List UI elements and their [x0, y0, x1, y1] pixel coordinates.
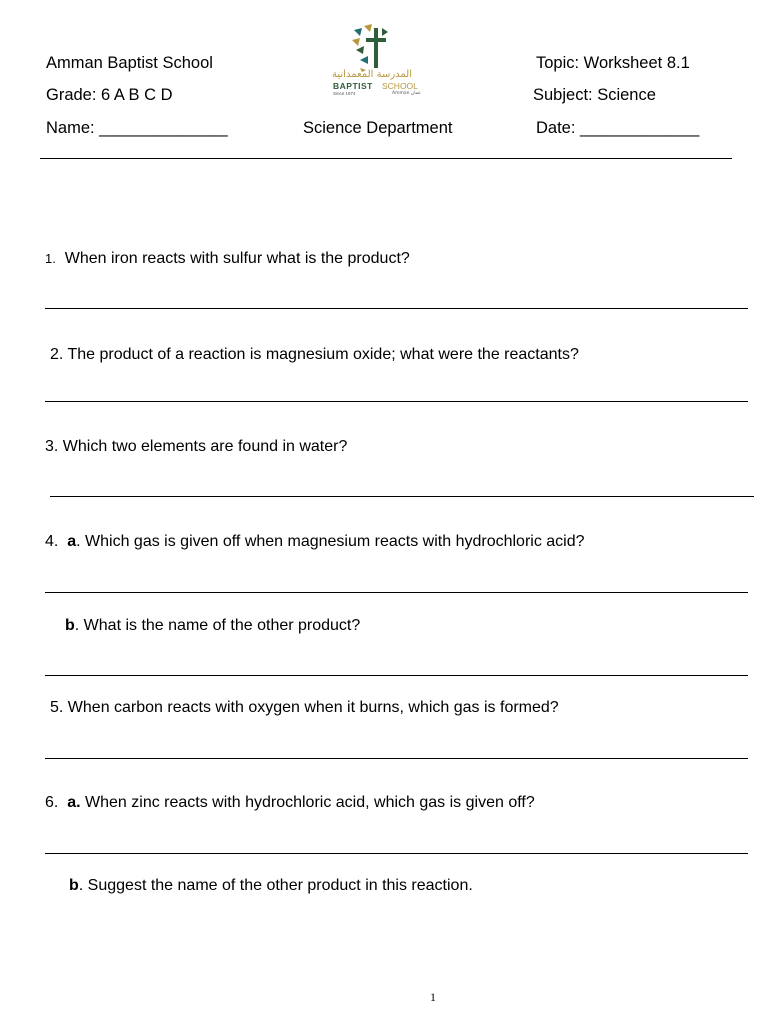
name-field: Name: ______________: [46, 119, 228, 137]
answer-line[interactable]: [45, 675, 748, 676]
question-number: 4.: [45, 533, 59, 550]
logo-city-text: Amman عمان: [392, 91, 421, 96]
page-number: 1: [430, 990, 436, 1004]
question-6b: [69, 877, 473, 895]
question-number: 6.: [45, 794, 59, 811]
question-text: When zinc reacts with hydrochloric acid, which gas is given off?: [80, 794, 535, 811]
question-text: . What is the name of the other product?: [74, 617, 361, 634]
school-name: Amman Baptist School: [46, 54, 213, 72]
logo-since-text: Since 1974: [333, 91, 356, 96]
answer-line[interactable]: [45, 758, 748, 759]
question-text: 2. The product of a reaction is magnesium oxide; what were the reactants?: [50, 346, 579, 363]
question-part-label: a.: [67, 794, 81, 811]
answer-line[interactable]: [50, 496, 754, 497]
question-5: [50, 699, 559, 717]
grade-field: Grade: 6 A B C D: [46, 86, 173, 104]
logo-arabic-text: المدرسة المعمدانية: [332, 69, 413, 80]
school-logo: [330, 24, 422, 98]
answer-line[interactable]: [45, 308, 748, 309]
question-part-label: b: [69, 877, 79, 894]
question-part-label: b: [65, 617, 75, 634]
question-text: . Suggest the name of the other product in this reaction.: [78, 877, 473, 894]
department-label: Science Department: [303, 119, 453, 137]
question-text: 5. When carbon reacts with oxygen when it burns, which gas is formed?: [50, 699, 559, 716]
question-6a: [45, 794, 535, 812]
question-number: 1.: [45, 251, 56, 266]
tree-cross-icon: [330, 24, 422, 72]
question-4b: [65, 617, 360, 635]
header-divider: [40, 158, 732, 159]
question-part-label: a: [67, 533, 77, 550]
question-text: 3. Which two elements are found in water?: [45, 438, 348, 455]
question-text: . Which gas is given off when magnesium reacts with hydrochloric acid?: [76, 533, 585, 550]
date-field: Date: _____________: [536, 119, 700, 137]
question-3: [45, 438, 347, 456]
question-text: When iron reacts with sulfur what is the product?: [64, 250, 410, 267]
question-2: [50, 346, 579, 364]
topic-field: Topic: Worksheet 8.1: [536, 54, 690, 72]
answer-line[interactable]: [45, 592, 748, 593]
question-1: [45, 250, 410, 268]
logo-baptist-text: BAPTIST: [333, 81, 373, 91]
answer-line[interactable]: [45, 853, 748, 854]
subject-field: Subject: Science: [533, 86, 656, 104]
question-4a: [45, 533, 585, 551]
answer-line[interactable]: [45, 401, 748, 402]
logo-school-text: SCHOOL: [382, 81, 418, 91]
